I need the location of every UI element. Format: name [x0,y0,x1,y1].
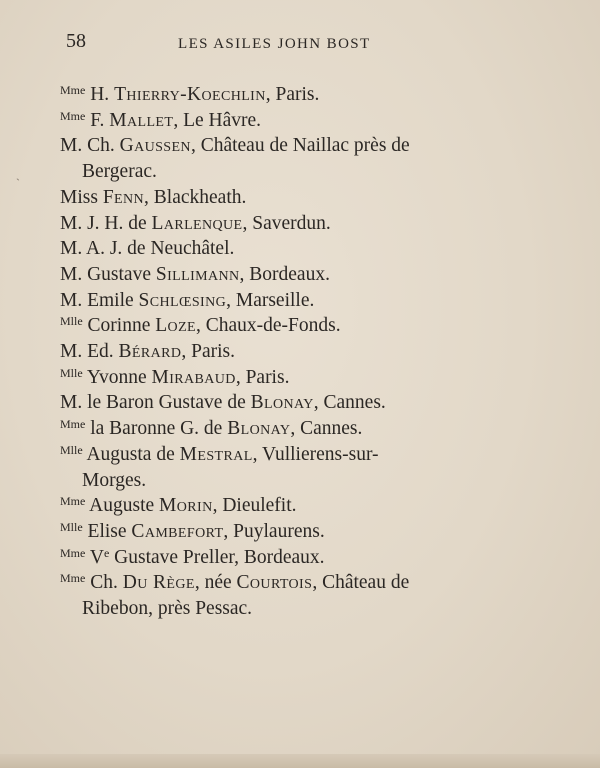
title-abbreviation: Mlle [60,519,83,534]
entry-text: Augusta de [82,443,180,465]
entry-text: Yvonne [82,366,152,388]
entry-text: , Cannes. [313,392,386,414]
surname: Gaussen [119,135,191,157]
title-abbreviation: Mme [60,417,86,432]
list-item [60,390,530,416]
surname: Schlœsing [138,289,227,311]
entry-text: M. Ch. [60,135,120,157]
title-abbreviation: Mme [60,108,86,123]
title-abbreviation: Mme [60,571,86,586]
entry-text: Elise [82,520,132,542]
list-item [60,545,530,571]
list-item [60,262,530,288]
page-edge [0,754,600,768]
entry-line [60,264,330,285]
surname: Blonay [250,392,314,414]
donor-list [60,82,530,622]
entry-line [60,547,325,568]
list-item [60,519,530,545]
entry-line [60,135,410,156]
entry-text: , Vullierens-sur- [252,443,379,465]
surname: Bérard [118,341,182,363]
entry-text: M. le Baron Gustave de [60,392,251,414]
list-item [60,185,530,211]
entry-text: , Le Hâvre. [173,109,262,131]
entry-text: Ribebon, près Pessac. [82,598,253,620]
entry-line [60,187,246,208]
entry-line [60,495,297,516]
list-item [60,236,530,262]
surname: Thierry-Koechlin [114,84,266,105]
surname: Mestral [179,443,253,465]
running-head: LES ASILES JOHN BOST [178,36,371,52]
title-abbreviation: Mme [60,494,86,509]
entry-line [60,110,261,131]
entry-text: M. Ed. [60,341,119,363]
entry-line [60,290,314,311]
entry-text: , Paris. [181,341,235,363]
entry-text: Ch. [85,572,123,594]
entry-text: , Paris. [235,366,290,388]
list-item [60,416,530,442]
entry-line [60,521,325,542]
list-item [60,108,530,134]
entry-text: Corinne [82,315,156,337]
title-abbreviation: Mme [60,545,86,560]
entry-text: , née [194,572,237,594]
entry-text: Bergerac. [82,161,157,183]
entry-text: Auguste [85,495,160,517]
page-number: 58 [66,30,86,52]
entry-text: , Cannes. [290,418,363,440]
surname: Du Rège [122,572,195,594]
entry-text: H. [85,84,115,105]
surname: Blonay [227,418,291,440]
entry-line [60,315,341,336]
entry-line [60,418,362,439]
entry-text: , Puylaurens. [223,520,325,542]
surname: Courtois [236,572,313,594]
surname: Mirabaud [151,366,236,388]
entry-text: Gustave Preller, Bordeaux. [109,546,325,568]
entry-text: , Château de Naillac près de [190,135,410,157]
entry-line [60,444,379,465]
entry-text: Miss [60,186,103,208]
title-abbreviation: Mme [60,83,86,97]
margin-mark: ` [16,176,20,190]
entry-text: , Chaux-de-Fonds. [195,315,341,337]
title-abbreviation: Mlle [60,365,83,380]
surname: Mallet [109,109,174,131]
entry-text: , Dieulefit. [212,495,297,517]
entry-text: V [85,546,104,568]
entry-text: , Château de [312,572,410,594]
entry-continuation-line [82,596,530,622]
entry-text: , Marseille. [226,289,315,311]
entry-continuation-line [82,468,530,494]
entry-text: , Paris. [265,84,320,105]
entry-text: M. A. J. de Neuchâtel. [60,238,235,260]
entry-line [60,84,319,105]
entry-line [60,213,331,234]
entry-text: , Blackheath. [144,186,247,208]
title-abbreviation: Mlle [60,314,83,329]
surname: Larlenque [151,212,243,234]
list-item [60,339,530,365]
surname: Cambefort [131,520,224,542]
title-abbreviation: Mlle [60,442,83,457]
entry-text: F. [85,109,110,131]
entry-text: Morges. [82,469,147,491]
entry-text: M. Emile [60,289,139,311]
entry-text: la Baronne G. de [85,418,228,440]
list-item [60,313,530,339]
entry-text: M. Gustave [60,263,156,285]
list-item [60,365,530,391]
list-item [60,570,530,621]
entry-continuation-line [82,159,530,185]
entry-line [60,341,235,362]
surname: Morin [159,495,213,517]
page-header [66,30,526,60]
list-item [60,133,530,184]
entry-text: , Bordeaux. [239,263,330,285]
list-item [60,82,530,108]
entry-line [60,367,289,388]
surname: Fenn [102,186,145,208]
entry-text: , Saverdun. [242,212,331,234]
list-item [60,211,530,237]
title-abbreviation: e [103,545,110,560]
entry-line [60,572,409,593]
entry-line [60,238,234,259]
surname: Loze [155,315,196,337]
surname: Sillimann [155,263,240,285]
entry-line [60,392,386,413]
list-item [60,493,530,519]
list-item [60,442,530,493]
list-item [60,288,530,314]
entry-text: M. J. H. de [60,212,152,234]
